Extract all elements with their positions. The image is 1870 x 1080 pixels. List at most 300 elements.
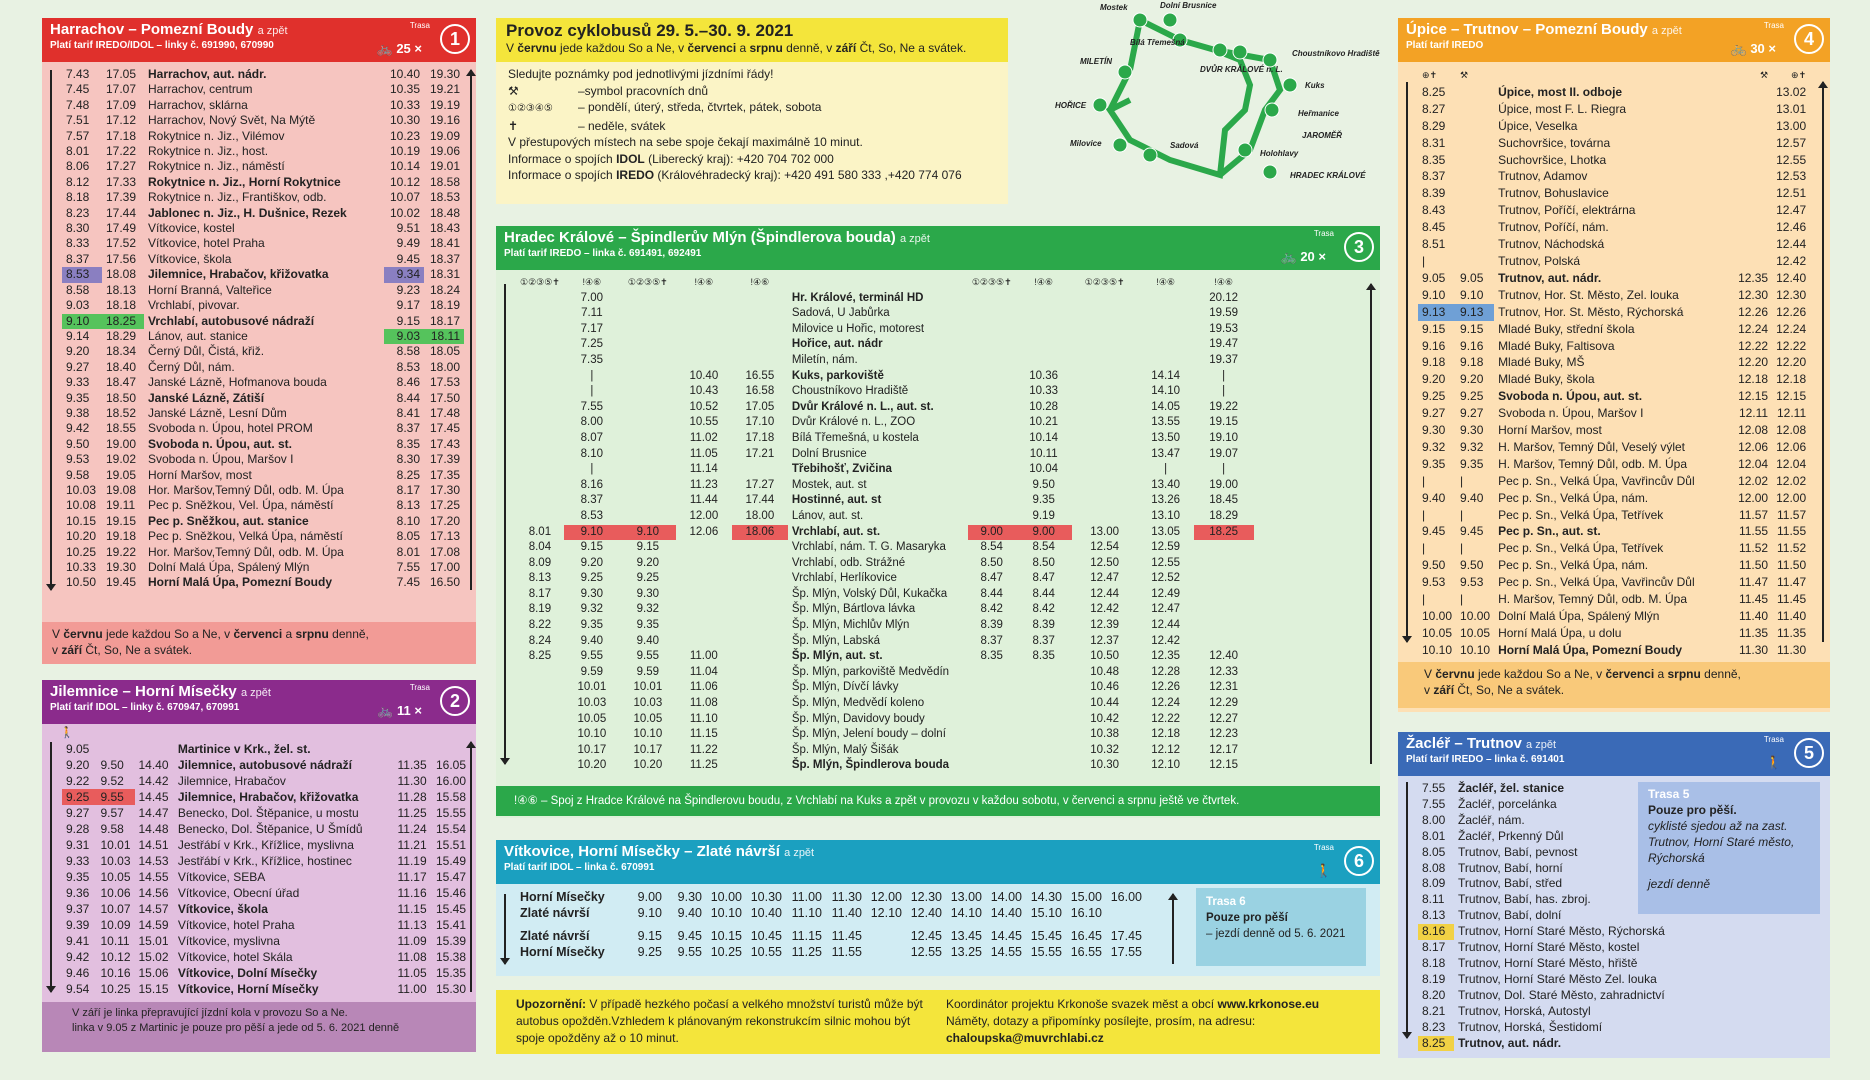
table-cell: 11.52 [1738, 541, 1769, 556]
table-cell: | [1222, 385, 1226, 398]
table-cell: 9.35 [66, 390, 90, 405]
table-cell: 7.11 [581, 307, 603, 320]
table-cell [516, 322, 564, 338]
table-row [1418, 540, 1810, 557]
table-cell: 8.09 [1422, 876, 1446, 891]
table-row [62, 949, 470, 965]
table-cell [1016, 322, 1072, 338]
table-cell: 18.34 [106, 344, 137, 359]
table-cell: 19.30 [106, 560, 137, 574]
table-cell: 9.18 [1422, 355, 1446, 370]
table-cell: Janské Lázně, Lesní Dům [148, 405, 287, 420]
table-cell: 8.01 [66, 144, 90, 159]
table-cell: 15.47 [435, 870, 466, 884]
route-2-timetable [42, 724, 476, 1002]
table-cell: Šp. Mlýn, Labská [791, 634, 881, 647]
table-cell: 9.45 [1460, 524, 1484, 539]
table-cell: 10.46 [1090, 681, 1120, 694]
table-cell [732, 758, 788, 774]
table-cell [732, 291, 788, 307]
table-cell: 12.02 [1738, 473, 1769, 488]
table-cell: 9.28 [66, 822, 90, 836]
map-label: Dolní Brusnice [1160, 1, 1217, 10]
table-row [62, 575, 464, 590]
table-row [516, 587, 1254, 603]
table-cell: 9.32 [1460, 439, 1484, 454]
table-cell: 7.55 [1422, 796, 1446, 811]
table-cell: 18.19 [429, 298, 460, 313]
info-title: Provoz cyklobusů 29. 5.–30. 9. 2021 [506, 21, 794, 40]
table-cell: 17.27 [106, 159, 137, 174]
table-row [516, 758, 1254, 774]
table-cell: 9.33 [66, 854, 90, 868]
table-cell [1456, 135, 1494, 152]
table-cell: 9.40 [580, 634, 604, 647]
table-cell: 12.00 [689, 509, 719, 522]
table-cell [1734, 84, 1772, 101]
table-cell: Trutnov, aut. nádr. [1458, 1035, 1562, 1050]
table-cell: 9.25 [636, 572, 660, 585]
table-cell: 10.32 [1090, 743, 1120, 756]
table-cell: 13.50 [1151, 431, 1181, 444]
table-cell: 10.10 [1460, 642, 1491, 657]
table-cell: 12.40 [910, 905, 942, 920]
table-cell [732, 540, 788, 556]
table-cell: Horní Maršov, most [1498, 423, 1602, 438]
table-cell: 12.26 [1738, 304, 1769, 319]
table-row [516, 353, 1254, 369]
table-cell: Černý Důl, Čistá, křiž. [148, 344, 265, 359]
info-body [496, 62, 1008, 188]
table-cell: 20.12 [1209, 291, 1239, 304]
table-cell: H. Maršov, Temný Důl, Veselý výlet [1498, 439, 1686, 454]
info-season-note: V červnu jede každou So a Ne, v červenci a srpnu denně, v září Čt, So, Ne a svátek. [506, 41, 967, 55]
table-cell [732, 322, 788, 338]
table-cell: 12.26 [1151, 681, 1181, 694]
table-cell: 12.00 [1776, 490, 1807, 505]
table-cell: 12.47 [1776, 203, 1807, 218]
table-cell: 17.45 [429, 421, 460, 436]
stop-name: Horní Mísečky [520, 944, 605, 959]
table-cell: 8.23 [1422, 1019, 1446, 1034]
info-idol: Informace o spojích IDOL (Liberecký kraj): +420 704 702 000 [508, 151, 834, 166]
table-cell: 19.08 [106, 482, 137, 497]
table-cell: 10.11 [1029, 447, 1058, 460]
table-cell: Šp. Mlýn, Davidovy boudy [791, 712, 925, 725]
table-cell: | [1460, 541, 1464, 556]
table-cell: 10.20 [66, 529, 97, 544]
table-row [1418, 940, 1669, 956]
table-cell: 10.43 [689, 385, 719, 398]
map-label: Sadová [1170, 141, 1199, 150]
column-header: !④⑥ [750, 277, 770, 287]
table-cell [1016, 337, 1072, 353]
table-cell [620, 493, 676, 509]
table-cell [1456, 84, 1494, 101]
email-link[interactable]: chaloupska@muvrchlabi.cz [946, 1031, 1104, 1045]
table-row [62, 901, 470, 917]
table-cell: 17.18 [106, 128, 137, 143]
table-cell: 16.00 [1110, 890, 1142, 904]
table-cell: Trutnov, Horní Staré Město, kostel [1458, 940, 1640, 955]
table-cell: 11.19 [397, 854, 427, 868]
table-cell: 19.19 [429, 97, 460, 112]
table-cell: 13.02 [1776, 84, 1807, 99]
table-cell: 10.12 [389, 174, 420, 189]
route-6-trasa-label: Trasa [1313, 843, 1334, 852]
table-row [62, 221, 464, 236]
table-row [1418, 152, 1810, 169]
table-cell: Trutnov, Babí, pevnost [1458, 844, 1578, 859]
table-row [62, 406, 464, 421]
table-cell: 12.39 [1090, 619, 1120, 632]
table-cell [620, 447, 676, 463]
table-cell [1194, 540, 1254, 556]
table-cell: 11.57 [1738, 507, 1769, 522]
table-cell [516, 431, 564, 447]
table-cell: 10.01 [100, 838, 131, 852]
route-3-subtitle: Platí tarif IREDO – linka č. 691491, 692491 [504, 248, 702, 259]
column-header: ⊕✝ [1422, 70, 1438, 80]
route-3-footnote: !④⑥ – Spoj z Hradce Králové na Špindlerovu boudu, z Vrchlabí na Kuks a zpět v provozu v každou sobotu, v červenci a srpnu ještě ve čtvrtek. [496, 786, 1380, 816]
table-cell: 13.45 [950, 929, 982, 943]
table-cell [732, 680, 788, 696]
table-cell: 14.55 [138, 870, 169, 884]
table-cell: 15.54 [435, 822, 466, 836]
table-cell: 9.20 [1460, 372, 1484, 387]
table-cell: Dolní Malá Úpa, Spálený Mlýn [1498, 609, 1660, 623]
table-cell: 10.05 [1460, 625, 1491, 640]
map-label: Mostek [1100, 3, 1128, 12]
table-cell: 10.55 [750, 944, 782, 959]
table-row [1418, 490, 1810, 507]
table-cell [516, 665, 564, 681]
table-cell: 10.02 [389, 205, 420, 220]
table-cell: 8.20 [1422, 987, 1446, 1002]
route-2-number: 2 [440, 686, 470, 716]
table-cell: 17.50 [429, 390, 460, 405]
table-cell: 11.08 [397, 950, 427, 964]
route-map [1040, 0, 1380, 200]
table-cell: 9.49 [396, 236, 420, 251]
table-cell [1072, 400, 1138, 416]
table-cell: 17.49 [106, 221, 137, 236]
table-cell [1016, 353, 1072, 369]
table-cell: Šp. Mlýn, Malý Šišák [791, 743, 899, 756]
table-cell [1194, 618, 1254, 634]
table-cell: 8.39 [1032, 619, 1055, 632]
table-cell: 15.55 [435, 806, 466, 820]
table-cell: 11.24 [397, 822, 427, 836]
table-cell: 9.52 [100, 774, 124, 788]
table-cell: 8.37 [396, 421, 420, 436]
table-cell [516, 727, 564, 743]
table-cell: 10.16 [100, 966, 131, 980]
table-cell: 8.23 [66, 205, 90, 220]
info-line: V přestupových místech na sebe spoje čekají maximálně 10 minut. [508, 135, 863, 149]
table-cell: 8.31 [1422, 135, 1446, 150]
route-5-subtitle: Platí tarif IREDO – linka č. 691401 [1406, 754, 1565, 765]
table-cell: Vítkovice, hotel Praha [148, 236, 265, 251]
panel-route-3 [496, 226, 1380, 818]
table-cell [732, 353, 788, 369]
map-label: Choustníkovo Hradiště [1292, 49, 1380, 58]
table-cell [1016, 696, 1072, 712]
table-cell: 8.42 [1032, 603, 1055, 616]
table-cell: 10.23 [389, 128, 420, 143]
table-row [62, 837, 470, 853]
route-4-direction-down-arrow [1406, 82, 1408, 642]
table-row [1418, 439, 1810, 456]
table-cell: Rokytnice n. Jiz., náměstí [148, 159, 285, 174]
table-cell [732, 634, 788, 650]
table-cell: 8.35 [1422, 152, 1446, 167]
cross-icon: ✝ [508, 118, 519, 133]
table-cell: Horní Malá Úpa, Pomezní Boudy [1498, 642, 1683, 657]
table-cell: 19.02 [106, 452, 137, 467]
table-cell: 17.25 [429, 498, 460, 513]
table-cell: 18.41 [429, 236, 460, 251]
route-1-title: Harrachov – Pomezní Boudy a zpět [50, 21, 288, 38]
table-cell: | [1422, 253, 1426, 268]
table-cell: 11.50 [1776, 558, 1807, 573]
table-row [516, 602, 1254, 618]
table-cell: Trutnov, aut. nádr. [1498, 270, 1602, 285]
warning-text: Upozornění: V případě hezkého počasí a velkého množství turistů může být autobus opožděn.Vzhledem k plánovaným rekonstrukcím silnic mohou být spoje opožděny až o 10 minut. [516, 997, 923, 1045]
route-6-direction-down-arrow [504, 894, 506, 964]
table-cell: 9.30 [677, 890, 702, 904]
table-cell [732, 556, 788, 572]
table-cell: 9.50 [1422, 558, 1446, 573]
table-cell: 10.04 [1029, 463, 1059, 476]
table-cell: 11.35 [1738, 625, 1769, 640]
table-cell: 8.01 [396, 544, 420, 559]
table-row [1418, 135, 1810, 152]
table-row [62, 98, 464, 113]
table-cell: 11.25 [397, 806, 427, 820]
table-cell: 12.22 [1151, 712, 1181, 725]
table-cell [866, 921, 906, 945]
table-cell: 18.25 [1194, 525, 1254, 541]
table-cell: 10.09 [100, 918, 131, 932]
table-cell [620, 509, 676, 525]
table-cell [516, 493, 564, 509]
table-cell [620, 322, 676, 338]
table-cell: 8.17 [396, 482, 420, 497]
route-3-number: 3 [1344, 232, 1374, 262]
table-cell: 19.22 [106, 544, 137, 559]
table-row [516, 337, 1254, 353]
table-cell: 11.30 [1738, 642, 1769, 657]
route-6-number: 6 [1344, 846, 1374, 876]
table-cell: 8.10 [396, 513, 420, 528]
table-cell: 12.55 [910, 944, 942, 959]
table-cell: 19.10 [1209, 431, 1239, 444]
table-cell: | [590, 463, 594, 476]
table-cell: 11.15 [397, 902, 427, 916]
table-cell [516, 743, 564, 759]
table-cell [516, 680, 564, 696]
table-cell [1734, 253, 1772, 270]
table-cell: 17.21 [745, 447, 775, 460]
table-cell: 8.16 [580, 478, 604, 491]
table-cell [1072, 431, 1138, 447]
table-cell [135, 741, 174, 757]
table-cell: 19.21 [429, 82, 460, 97]
table-cell: 8.04 [528, 541, 552, 554]
table-cell: Lánov, aut. stanice [148, 328, 248, 343]
table-cell [1734, 202, 1772, 219]
table-cell: 9.40 [677, 905, 702, 920]
table-cell: 10.05 [1422, 625, 1453, 640]
table-cell: 11.57 [1776, 507, 1807, 522]
table-cell: 9.17 [396, 298, 420, 313]
table-row [62, 190, 464, 205]
table-cell: Vrchlabí, aut. st. [791, 525, 881, 538]
table-cell: 18.43 [429, 221, 460, 236]
table-row [516, 415, 1254, 431]
table-cell: Horní Maršov, most [148, 467, 252, 482]
table-cell: 18.31 [429, 267, 460, 282]
route-3-bike-capacity: 🚲 20 × [1280, 249, 1326, 264]
table-cell: Pec p. Sněžkou, Velká Úpa, náměstí [148, 529, 343, 544]
table-cell: 9.20 [66, 344, 90, 359]
table-cell: 9.35 [1032, 494, 1055, 507]
table-cell: 8.08 [1422, 860, 1446, 875]
table-cell: 9.45 [396, 251, 420, 266]
column-header: ⚒ [1760, 70, 1769, 80]
table-cell: Trutnov, Horská, Šestidomí [1458, 1019, 1603, 1034]
table-cell [968, 322, 1016, 338]
table-cell [676, 602, 732, 618]
table-cell: 11.45 [1776, 592, 1807, 607]
table-cell: 9.40 [1460, 490, 1484, 505]
table-cell: 11.25 [791, 944, 822, 959]
table-cell: 8.09 [528, 556, 552, 569]
table-cell: 8.25 [1422, 84, 1446, 99]
table-cell: 15.06 [138, 966, 169, 980]
table-cell: 19.09 [429, 128, 460, 143]
table-cell: 10.20 [577, 759, 607, 772]
table-cell: 12.52 [1151, 572, 1181, 585]
table-cell: 18.24 [429, 282, 460, 297]
table-cell: Pec p. Sn., Velká Úpa, nám. [1498, 490, 1649, 505]
table-cell: Šp. Mlýn, Špindlerova bouda [791, 759, 950, 772]
table-row [62, 391, 464, 406]
table-cell: 9.40 [636, 634, 660, 647]
table-cell: 11.00 [689, 650, 718, 663]
table-cell [968, 337, 1016, 353]
panel-route-6 [496, 840, 1380, 976]
table-cell [516, 353, 564, 369]
table-cell: Vrchlabí, odb. Strážné [791, 556, 906, 569]
table-cell [968, 369, 1016, 385]
website-link[interactable]: www.krkonose.eu [1217, 997, 1320, 1011]
table-cell [1072, 291, 1138, 307]
table-cell: 10.00 [1460, 609, 1491, 623]
bicycle-icon: 🚲 [1280, 249, 1301, 264]
table-cell: 11.55 [1738, 524, 1769, 539]
table-row [62, 67, 464, 82]
table-cell: 10.28 [1029, 400, 1059, 413]
table-row [516, 462, 1254, 478]
table-cell: 15.45 [435, 902, 466, 916]
table-cell: 12.10 [1151, 759, 1181, 772]
table-row [516, 369, 1254, 385]
table-row [1418, 924, 1669, 940]
table-cell: 19.37 [1209, 353, 1239, 366]
table-cell: 9.31 [66, 838, 90, 852]
table-cell: Harrachov, Nový Svět, Na Mýtě [148, 113, 316, 128]
table-cell: 11.52 [1776, 541, 1807, 556]
table-cell: 9.41 [66, 934, 90, 948]
table-cell [1072, 493, 1138, 509]
table-row [516, 556, 1254, 572]
map-label: HRADEC KRÁLOVÉ [1290, 171, 1366, 180]
table-cell: 11.05 [397, 966, 427, 980]
route-2-note: V září je linka přepravující jízdní kola v provozu So a Ne. linka v 9.05 z Martinic je pouze pro pěší a jede od 5. 6. 2021 denně [42, 1002, 476, 1052]
table-cell: 12.50 [1090, 556, 1120, 569]
table-cell: Třebihošť, Zvičina [791, 463, 892, 476]
table-cell: Rokytnice n. Jiz., Vilémov [148, 128, 285, 143]
table-cell: 12.12 [1151, 743, 1181, 756]
table-cell: 13.26 [1151, 494, 1181, 507]
table-cell: 12.57 [1776, 135, 1807, 150]
map-label: Bílá Třemešná [1130, 38, 1185, 47]
table-row [62, 437, 464, 452]
table-cell: 8.45 [1422, 220, 1446, 235]
table-cell: 17.09 [106, 97, 137, 112]
table-cell: 19.00 [106, 436, 137, 451]
table-cell: 19.05 [106, 467, 137, 482]
table-cell: 15.39 [435, 934, 466, 948]
table-cell: 8.43 [1422, 203, 1446, 218]
table-row [1418, 219, 1810, 236]
table-cell: | [1422, 473, 1426, 488]
table-cell: 10.40 [750, 905, 782, 920]
table-cell [732, 571, 788, 587]
table-cell: Vítkovice, Horní Mísečky [177, 982, 319, 996]
table-cell: 16.55 [1070, 944, 1102, 959]
table-cell: 10.03 [577, 697, 607, 710]
table-cell: 8.17 [1422, 940, 1446, 955]
table-row [1418, 304, 1810, 321]
table-row [1418, 405, 1810, 422]
table-cell: 19.15 [1209, 416, 1239, 429]
map-label: Heřmanice [1298, 109, 1339, 118]
table-cell: 9.19 [1032, 509, 1055, 522]
table-cell: 8.50 [1032, 556, 1055, 569]
table-cell: 12.22 [1738, 338, 1769, 353]
table-cell: 11.02 [689, 431, 718, 444]
table-cell: 10.14 [389, 159, 420, 174]
table-cell: 9.55 [677, 944, 702, 959]
table-row [62, 789, 470, 805]
table-cell: 15.30 [435, 982, 466, 996]
table-cell: 9.39 [66, 918, 90, 932]
table-cell: 9.15 [1460, 321, 1484, 336]
table-row [516, 525, 1254, 541]
table-cell: 10.42 [1090, 712, 1120, 725]
table-cell: Vítkovice, hotel Praha [177, 918, 295, 932]
table-cell: 18.25 [102, 314, 144, 329]
table-cell: 8.54 [980, 541, 1003, 554]
table-cell: Suchovršice, továrna [1498, 135, 1611, 150]
table-cell: 14.53 [138, 854, 169, 868]
table-cell: 15.38 [435, 950, 466, 964]
table-cell: Choustníkovo Hradiště [791, 385, 909, 398]
table-row [1418, 908, 1669, 924]
